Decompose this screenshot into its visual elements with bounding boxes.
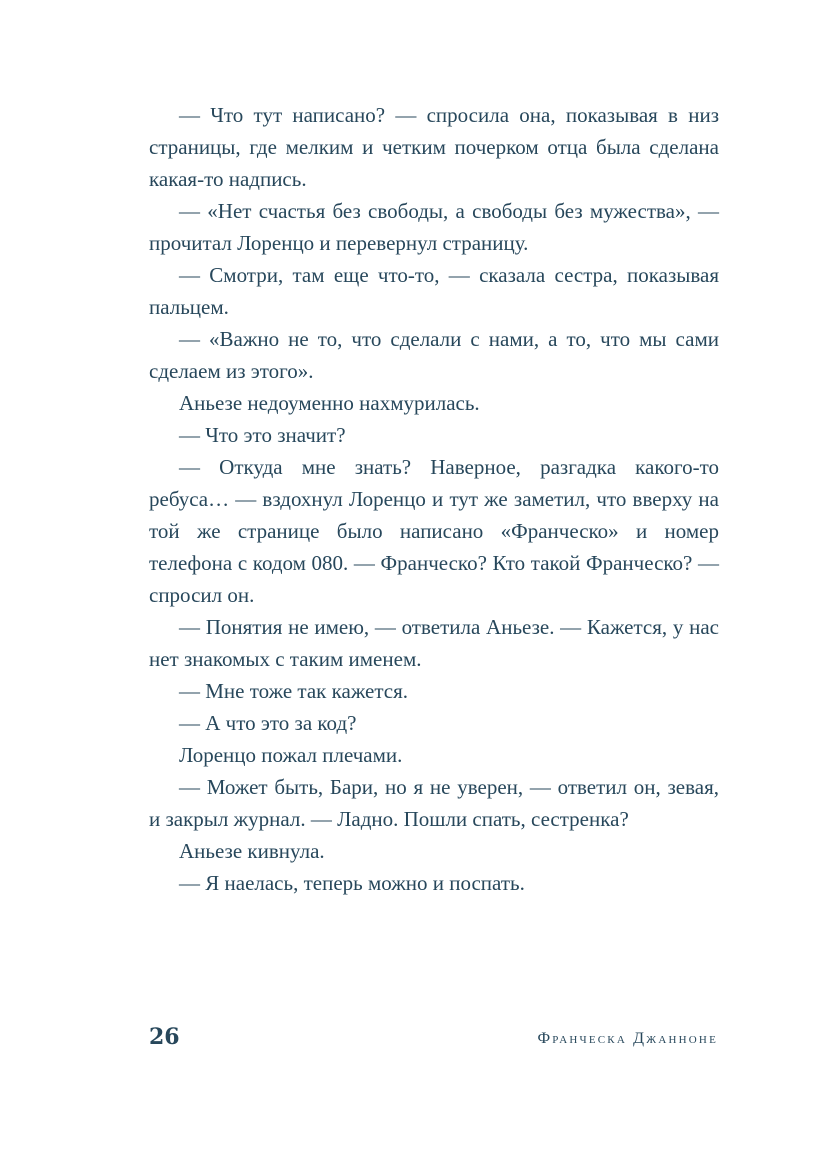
paragraph-1: — Что тут написано? — спросила она, показывая в низ страницы, где мелким и четким почерком отца была сделана какая-то надпись.: [149, 103, 719, 191]
paragraph-10: — А что это за код?: [179, 711, 357, 735]
paragraph-9: — Мне тоже так кажется.: [179, 679, 409, 703]
paragraph-13: Аньезе кивнула.: [179, 839, 325, 863]
running-footer-author: Франческа Джанноне: [537, 1030, 718, 1047]
paragraph-8: — Понятия не имею, — ответила Аньезе. — Кажется, у нас нет знакомых с таким именем.: [149, 615, 719, 671]
paragraph-11: Лоренцо пожал плечами.: [179, 743, 403, 767]
paragraph-3: — Смотри, там еще что-то, — сказала сестра, показывая пальцем.: [149, 263, 719, 319]
body-text: [149, 99, 719, 899]
paragraph-14: — Я наелась, теперь можно и поспать.: [179, 871, 525, 895]
paragraph-7: — Откуда мне знать? Наверное, разгадка какого-то ребуса… — вздохнул Лоренцо и тут же заметил, что вверху на той же странице было написано «Франческо» и номер телефона с кодом 080. — Франческо? Кто такой Франческо? — спросил он.: [149, 455, 719, 607]
paragraph-12: — Может быть, Бари, но я не уверен, — ответил он, зевая, и закрыл журнал. — Ладно. Пошли спать, сестренка?: [149, 775, 719, 831]
paragraph-4: — «Важно не то, что сделали с нами, а то, что мы сами сделаем из этого».: [149, 327, 719, 383]
paragraph-2: — «Нет счастья без свободы, а свободы без мужества», — прочитал Лоренцо и перевернул страницу.: [149, 199, 719, 255]
page-number: 26: [149, 1024, 180, 1050]
paragraph-6: — Что это значит?: [179, 423, 346, 447]
paragraph-5: Аньезе недоуменно нахмурилась.: [179, 391, 480, 415]
